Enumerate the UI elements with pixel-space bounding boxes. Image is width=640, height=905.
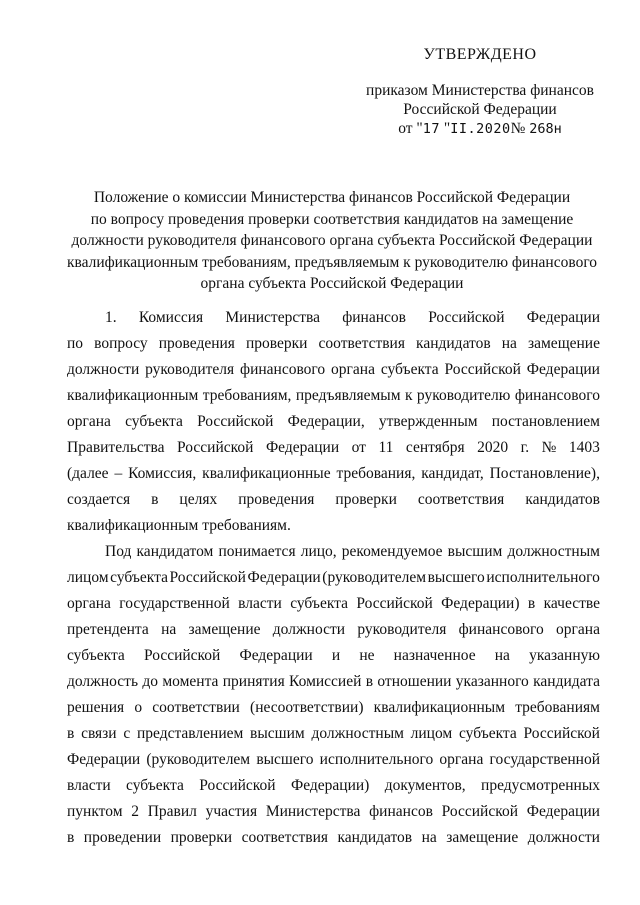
- word: в: [527, 595, 536, 612]
- word: органа: [67, 413, 111, 430]
- word: высшего: [256, 751, 314, 768]
- word: высшего: [427, 569, 485, 586]
- justified-line: [67, 669, 600, 695]
- word: кандидата: [533, 673, 600, 690]
- word: о: [134, 699, 143, 716]
- word: руководителя: [145, 361, 235, 378]
- justified-line: [67, 591, 600, 617]
- word: требованиям,: [202, 387, 292, 404]
- justified-line: [67, 461, 600, 487]
- word: власти: [67, 777, 111, 794]
- word: квалификационные: [202, 465, 331, 482]
- word: Правил: [147, 803, 197, 820]
- justified-line: [67, 435, 600, 461]
- word: отношении: [377, 673, 452, 690]
- date-day: 17: [422, 121, 440, 137]
- word: финансов: [342, 309, 406, 326]
- word: (руководителем: [322, 569, 427, 586]
- justified-line: [67, 331, 600, 357]
- word: (несоответствии): [250, 699, 364, 716]
- word: Министерства: [265, 803, 361, 820]
- word: органа: [67, 595, 111, 612]
- word: финансового: [458, 621, 544, 638]
- word: кандидатов: [416, 335, 491, 352]
- word: Министерства: [225, 309, 320, 326]
- word: субъекта: [380, 361, 439, 378]
- word: документов,: [384, 777, 466, 794]
- word: сентября: [405, 439, 465, 456]
- word: Федерации): [441, 595, 520, 612]
- word: Комиссией: [289, 673, 362, 690]
- word: представлением: [136, 725, 244, 742]
- word: вопросу: [94, 335, 148, 352]
- title-line: Положение о комиссии Министерства финансов Российской Федерации: [93, 189, 571, 206]
- word: предъявляемым: [295, 387, 401, 404]
- word: до: [142, 673, 158, 690]
- justified-line: [67, 383, 600, 409]
- word: качестве: [543, 595, 600, 612]
- word: в: [67, 725, 75, 742]
- word: Постановление),: [489, 465, 600, 482]
- word: постановлением: [491, 413, 600, 430]
- word: Российской: [197, 413, 274, 430]
- word: должности: [272, 621, 346, 638]
- word: рекомендуемое: [341, 543, 443, 560]
- word: органа: [439, 751, 484, 768]
- word: соответствии: [152, 699, 240, 716]
- approval-order-line: приказом Министерства финансов: [366, 82, 594, 99]
- word: субъекта: [458, 725, 517, 742]
- justified-line: [67, 721, 600, 747]
- word: Российской: [428, 309, 505, 326]
- word: государственной: [119, 595, 230, 612]
- word: исполнительного: [319, 751, 434, 768]
- word: соответствия: [241, 829, 328, 846]
- word: Российской: [199, 777, 276, 794]
- word: назначенное: [393, 647, 476, 664]
- word: замещение: [446, 829, 519, 846]
- word: власти: [238, 595, 282, 612]
- word: Российской: [441, 803, 519, 820]
- word: исполнительного: [486, 569, 600, 586]
- word: в: [151, 491, 159, 508]
- word: требованиям: [515, 699, 600, 716]
- justified-line: [67, 617, 600, 643]
- word: –: [114, 465, 123, 482]
- word: указанную: [529, 647, 600, 664]
- justified-line: [67, 799, 600, 825]
- word: Комиссия,: [128, 465, 197, 482]
- title-line: должности руководителя финансового органа субъекта Российской Федерации: [71, 232, 593, 249]
- justified-line: [67, 357, 600, 383]
- word: с: [123, 725, 131, 742]
- word: (руководителем: [146, 751, 251, 768]
- word: лицом: [410, 725, 453, 742]
- word: соответствия: [318, 335, 405, 352]
- word: на: [494, 647, 510, 664]
- date-sep: ": [440, 120, 451, 137]
- word: Российской: [143, 647, 221, 664]
- word: 11: [378, 439, 394, 456]
- word: кандидат,: [421, 465, 484, 482]
- word: Российской: [356, 595, 433, 612]
- paragraph-2: [67, 539, 600, 851]
- title-line: по вопросу проведения проверки соответствия кандидатов на замещение: [90, 210, 574, 228]
- date-prefix: от ": [398, 120, 423, 137]
- date-month-year: II.2020: [450, 121, 511, 137]
- word: Комиссия: [138, 309, 204, 326]
- order-number: 268н: [529, 121, 562, 137]
- justified-line: [67, 747, 600, 773]
- word: проведении: [83, 829, 162, 846]
- word: замещение: [188, 621, 261, 638]
- word: 2: [131, 803, 139, 820]
- word: проверки: [170, 829, 233, 846]
- word: 1.: [105, 309, 117, 326]
- word: субъекта: [110, 569, 168, 586]
- word: претендента: [67, 621, 149, 638]
- word: кандидатом: [136, 543, 214, 560]
- word: понимается: [218, 543, 296, 560]
- word: проверки: [246, 335, 308, 352]
- word: Федерации: [526, 361, 600, 378]
- word: проведения: [238, 491, 315, 508]
- word: указанного: [455, 673, 529, 690]
- word: момента: [162, 673, 219, 690]
- word: финансового: [240, 361, 326, 378]
- word: Федерации: [265, 439, 340, 456]
- document-title: [58, 187, 606, 295]
- word: проверки: [335, 491, 397, 508]
- justified-line: [67, 487, 600, 513]
- title-line: квалификационным требованиям, предъявляемым к руководителю финансового: [66, 253, 598, 271]
- word: субъекта: [126, 777, 184, 794]
- word: от: [351, 439, 366, 456]
- word: кандидатов: [337, 829, 413, 846]
- word: высшим: [447, 543, 503, 560]
- word: на: [421, 829, 437, 846]
- word: лицом: [67, 569, 109, 586]
- word: соответствия: [417, 491, 505, 508]
- justified-line: [67, 305, 600, 331]
- word: целях: [179, 491, 218, 508]
- word: должностным: [507, 543, 600, 560]
- word: предусмотренных: [481, 777, 600, 794]
- word: 2020: [477, 439, 509, 456]
- word: Федерации: [526, 803, 600, 820]
- title-line: органа субъекта Российской Федерации: [200, 275, 464, 292]
- justified-line: [67, 643, 600, 669]
- word: Правительства: [67, 439, 165, 456]
- justified-line: [67, 565, 600, 591]
- approval-country-line: Российской Федерации: [403, 101, 557, 118]
- word: пунктом: [67, 803, 123, 820]
- word: к: [404, 387, 413, 404]
- word: на: [161, 621, 177, 638]
- justified-line: [67, 695, 600, 721]
- paragraph-last-line: квалификационным требованиям.: [67, 517, 291, 534]
- word: квалификационным: [373, 699, 506, 716]
- justified-line: [67, 773, 600, 799]
- word: Федерации,: [287, 413, 365, 430]
- word: Российской: [169, 569, 246, 586]
- word: по: [67, 335, 84, 352]
- word: требования,: [336, 465, 416, 482]
- word: Российской: [523, 725, 600, 742]
- word: кандидатов: [525, 491, 600, 508]
- justified-line: [67, 539, 600, 565]
- word: участия: [205, 803, 258, 820]
- word: руководителю: [416, 387, 511, 404]
- word: замещение: [528, 335, 600, 352]
- word: 1403: [568, 439, 600, 456]
- word: Федерации: [239, 647, 313, 664]
- word: в: [67, 829, 75, 846]
- word: Федерации): [290, 777, 370, 794]
- word: Федерации: [526, 309, 600, 326]
- word: принятия: [222, 673, 285, 690]
- word: (далее: [67, 465, 109, 482]
- word: Федерации: [67, 751, 141, 768]
- word: должностным: [311, 725, 404, 742]
- word: создается: [67, 491, 131, 508]
- word: утвержденным: [378, 413, 478, 430]
- word: Под: [105, 543, 132, 560]
- paragraph-1: [67, 305, 600, 539]
- word: решения: [67, 699, 125, 716]
- word: связи: [81, 725, 117, 742]
- justified-line: [67, 825, 600, 851]
- word: и: [331, 647, 341, 664]
- word: высшим: [250, 725, 305, 742]
- word: Федерации: [247, 569, 321, 586]
- word: государственной: [489, 751, 600, 768]
- word: лицо,: [300, 543, 337, 560]
- word: на: [501, 335, 517, 352]
- word: в: [365, 673, 374, 690]
- word: органа: [331, 361, 375, 378]
- approval-date-line: [360, 120, 600, 138]
- word: финансов: [369, 803, 433, 820]
- word: должность: [67, 673, 139, 690]
- word: г.: [520, 439, 530, 456]
- justified-line: [67, 409, 600, 435]
- word: должности: [527, 829, 600, 846]
- word: Российской: [444, 361, 521, 378]
- word: квалификационным: [67, 387, 199, 404]
- word: финансового: [514, 387, 600, 404]
- number-sign: №: [510, 120, 526, 137]
- approval-heading: УТВЕРЖДЕНО: [423, 46, 537, 63]
- word: субъекта: [67, 647, 125, 664]
- word: должности: [67, 361, 140, 378]
- word: руководителя: [357, 621, 447, 638]
- word: не: [359, 647, 375, 664]
- word: органа: [556, 621, 600, 638]
- word: Российской: [177, 439, 254, 456]
- word: №: [541, 439, 557, 456]
- word: проведения: [158, 335, 235, 352]
- word: субъекта: [125, 413, 183, 430]
- word: субъекта: [290, 595, 348, 612]
